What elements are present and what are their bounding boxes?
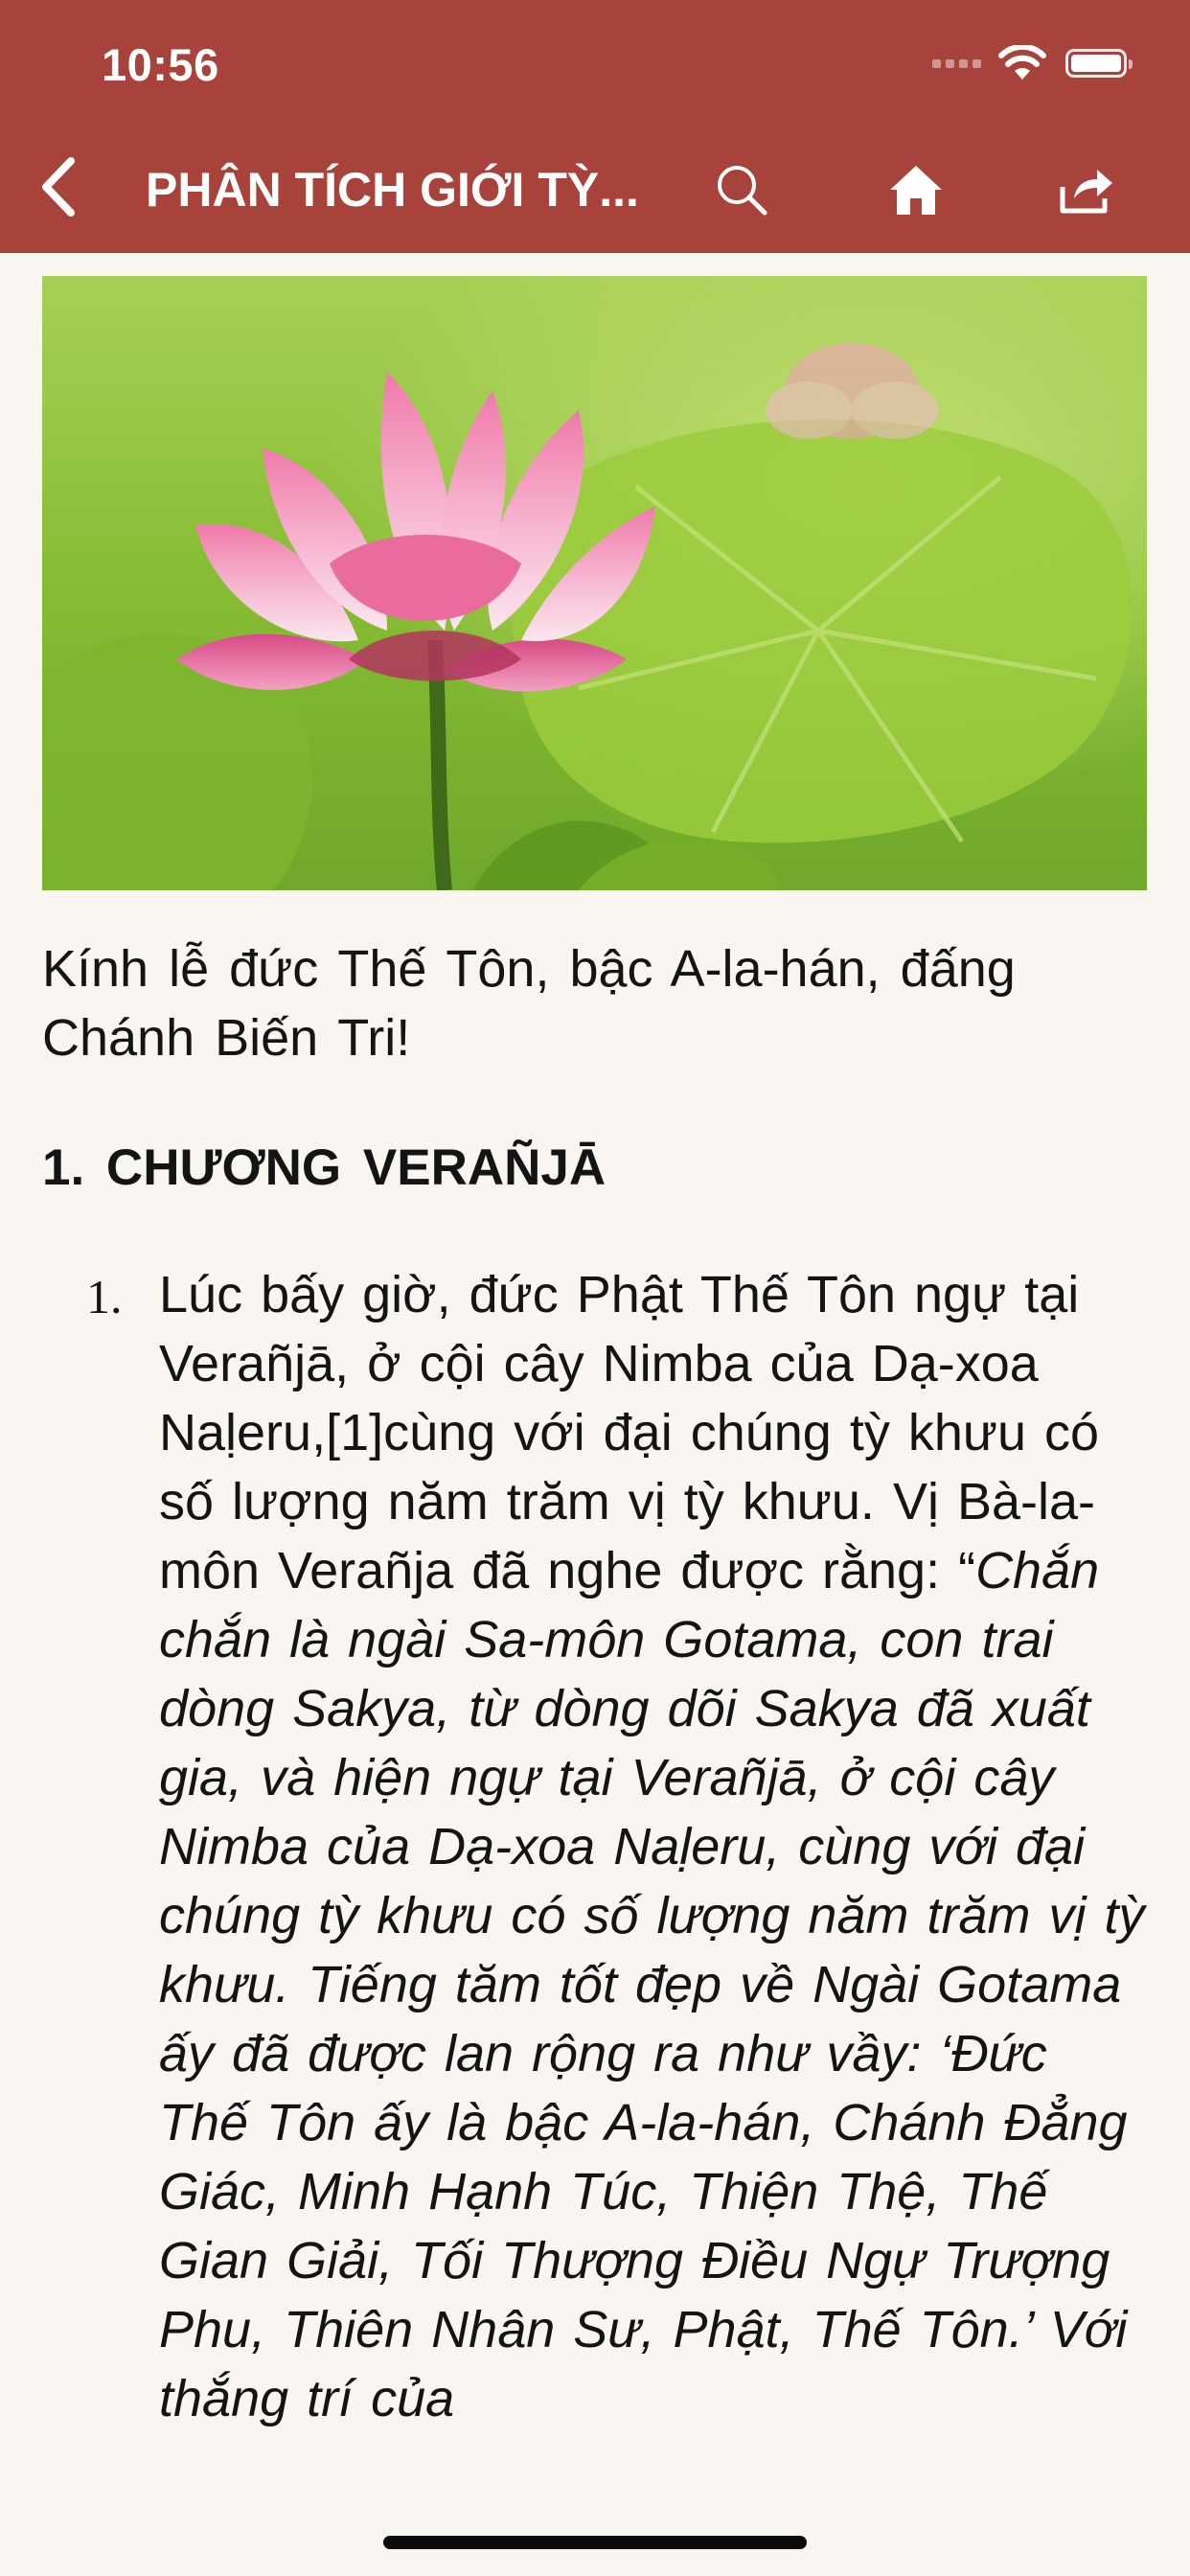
- paragraph-1: [42, 1260, 1147, 2433]
- status-icons: [932, 42, 1127, 84]
- page-title: PHÂN TÍCH GIỚI TỲ...: [146, 163, 639, 217]
- search-icon: [713, 161, 770, 218]
- home-button[interactable]: [880, 153, 952, 226]
- paragraph-text: [159, 1260, 1147, 2433]
- bottom-safe-area: [0, 2482, 1190, 2576]
- cellular-signal-icon: [932, 59, 981, 68]
- search-button[interactable]: [705, 153, 778, 226]
- back-button[interactable]: [29, 153, 86, 220]
- lotus-banner-image: [42, 276, 1147, 890]
- status-time: 10:56: [102, 39, 219, 90]
- intro-text: Kính lễ đức Thế Tôn, bậc A-la-hán, đấng Chánh Biến Tri!: [42, 940, 1016, 1067]
- paragraph-text-plain: Lúc bấy giờ, đức Phật Thế Tôn ngự tại Verañjā, ở cội cây Nimba của Dạ-xoa Naḷeru,[1]cùng với đại chúng tỳ khưu có số lượng năm trăm vị tỳ khưu. Vị Bà-la-môn Verañja đã nghe được rằng: “: [159, 1266, 1100, 1599]
- share-button[interactable]: [1050, 153, 1123, 226]
- header-bar: [0, 0, 1190, 253]
- paragraph-text-italic: Chắn chắn là ngài Sa-môn Gotama, con trai dòng Sakya, từ dòng dõi Sakya đã xuất gia, và hiện ngự tại Verañjā, ở cội cây Nimba của Dạ-xoa Naḷeru, cùng với đại chúng tỳ khưu có số lượng năm trăm vị tỳ khưu. Tiếng tăm tốt đẹp về Ngài Gotama ấy đã được lan rộng ra như vầy: ‘Đức Thế Tôn ấy là bậc A-la-hán, Chánh Đẳng Giác, Minh Hạnh Túc, Thiện Thệ, Thế Gian Giải, Tối Thượng Điều Ngự Trượng Phu, Thiên Nhân Sư, Phật, Thế Tôn.’ Với thắng trí của: [159, 1542, 1145, 2427]
- battery-icon: [1065, 49, 1127, 78]
- share-icon: [1057, 164, 1116, 216]
- home-icon: [887, 162, 945, 218]
- paragraph-number: 1.: [86, 1270, 123, 1323]
- article-content: [42, 934, 1147, 2433]
- chevron-left-icon: [38, 155, 77, 218]
- wifi-icon: [998, 45, 1046, 81]
- home-indicator[interactable]: [383, 2536, 807, 2549]
- lotus-flower-image: [42, 276, 1147, 890]
- chapter-title: 1. CHƯƠNG VERAÑJĀ: [42, 1139, 606, 1196]
